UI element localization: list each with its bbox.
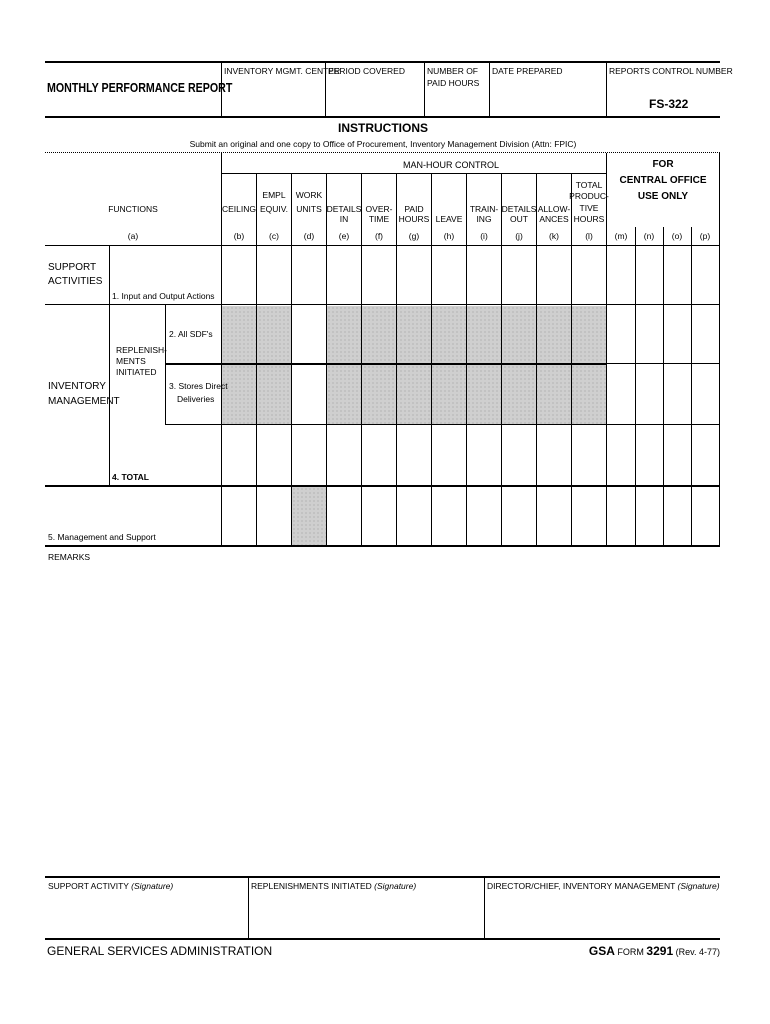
support-activities-label-2: ACTIVITIES xyxy=(48,276,103,287)
allowances-header-1: ALLOW- xyxy=(537,204,571,214)
ceiling-header: CEILING xyxy=(221,204,257,214)
col-letter: (c) xyxy=(269,231,279,241)
col-letter: (o) xyxy=(671,231,683,241)
central-office-header-3: USE ONLY xyxy=(637,191,689,202)
col-letter: (d) xyxy=(303,231,315,241)
control-number: FS-322 xyxy=(649,97,689,111)
replenishments-label: REPLENISHMENTS INITIATED xyxy=(251,881,372,891)
remarks-field[interactable] xyxy=(48,566,720,870)
total-hours-header-2: PRODUC- xyxy=(569,191,609,201)
col-letter: (a) xyxy=(127,231,139,241)
col-letter: (j) xyxy=(515,231,523,241)
leave-header: LEAVE xyxy=(435,214,463,224)
director-signature-field[interactable] xyxy=(487,896,721,936)
work-units-header-2: UNITS xyxy=(296,204,322,214)
support-activities-label-1: SUPPORT xyxy=(48,262,97,273)
paid-hours-header-2: HOURS xyxy=(398,214,430,224)
col-letter: (f) xyxy=(374,231,384,241)
details-out-header-1: DETAILS xyxy=(501,204,537,214)
form-number xyxy=(589,944,720,959)
col-letter: (m) xyxy=(614,231,628,241)
form-number-value: 3291 xyxy=(646,944,674,958)
signature-hint: (Signature) xyxy=(131,881,174,891)
row-5-label: 5. Management and Support xyxy=(48,532,156,542)
col-letter: (l) xyxy=(585,231,593,241)
row-2-label: 2. All SDF's xyxy=(169,329,213,339)
paid-hours-field[interactable] xyxy=(427,92,490,114)
inventory-center-field[interactable] xyxy=(224,80,326,114)
col-letter: (e) xyxy=(338,231,350,241)
gsa-label: GSA xyxy=(588,944,615,958)
col-letter: (g) xyxy=(408,231,420,241)
training-header-2: ING xyxy=(476,214,492,224)
replenishments-label-3: INITIATED xyxy=(116,367,157,377)
revision-label: (Rev. 4-77) xyxy=(675,947,720,957)
inventory-management-label-2: MANAGEMENT xyxy=(48,396,120,407)
paid-hours-label-2: PAID HOURS xyxy=(427,78,480,88)
inventory-management-label-1: INVENTORY xyxy=(48,381,106,392)
inventory-center-label: INVENTORY MGMT. CENTER xyxy=(224,66,341,76)
date-prepared-label: DATE PREPARED xyxy=(492,66,563,76)
form-title: MONTHLY PERFORMANCE REPORT xyxy=(47,80,233,95)
paid-hours-header-1: PAID xyxy=(404,204,424,214)
row-1-label: 1. Input and Output Actions xyxy=(112,291,215,301)
director-label: DIRECTOR/CHIEF, INVENTORY MANAGEMENT xyxy=(487,881,676,891)
shaded-cell xyxy=(222,306,292,363)
overtime-header-1: OVER- xyxy=(365,204,393,214)
paid-hours-label-1: NUMBER OF xyxy=(427,66,478,76)
col-letter: (p) xyxy=(699,231,711,241)
details-in-header-1: DETAILS xyxy=(326,204,362,214)
training-header-1: TRAIN- xyxy=(469,204,499,214)
reports-control-label: REPORTS CONTROL NUMBER xyxy=(609,66,733,76)
shaded-cell xyxy=(222,365,292,424)
agency-name: GENERAL SERVICES ADMINISTRATION xyxy=(47,944,273,958)
row-4-label: 4. TOTAL xyxy=(112,472,149,482)
allowances-header-2: ANCES xyxy=(539,214,569,224)
support-activity-label: SUPPORT ACTIVITY xyxy=(48,881,129,891)
details-in-header-2: IN xyxy=(339,214,349,224)
row-3-label-1: 3. Stores Direct xyxy=(169,381,228,391)
functions-header: FUNCTIONS xyxy=(108,204,158,214)
col-letter: (i) xyxy=(480,231,488,241)
col-letter: (n) xyxy=(643,231,655,241)
remarks-label: REMARKS xyxy=(48,552,91,562)
empl-header-2: EQUIV. xyxy=(259,204,289,214)
replenishments-label-2: MENTS xyxy=(116,356,146,366)
man-hour-control-header: MAN-HOUR CONTROL xyxy=(403,160,499,170)
period-covered-field[interactable] xyxy=(328,80,425,114)
central-office-header-2: CENTRAL OFFICE xyxy=(619,175,707,186)
replenishments-signature-label xyxy=(251,881,416,891)
instructions-title: INSTRUCTIONS xyxy=(338,121,428,135)
col-letter: (b) xyxy=(233,231,245,241)
instructions-text: Submit an original and one copy to Office of Procurement, Inventory Management Division (Attn: FPIC) xyxy=(189,139,577,149)
central-office-header-1: FOR xyxy=(652,159,674,170)
shaded-cell xyxy=(292,487,326,545)
support-activity-signature-label xyxy=(48,881,173,891)
date-prepared-field[interactable] xyxy=(492,80,607,114)
total-hours-header-3: TIVE xyxy=(579,203,599,213)
form-label: FORM xyxy=(617,947,644,957)
signature-hint: (Signature) xyxy=(677,881,720,891)
overtime-header-2: TIME xyxy=(368,214,390,224)
row-3-label-2: Deliveries xyxy=(177,394,215,404)
replenishments-label-1: REPLENISH- xyxy=(116,345,168,355)
work-units-header-1: WORK xyxy=(295,190,323,200)
total-hours-header-4: HOURS xyxy=(573,214,605,224)
replenishments-signature-field[interactable] xyxy=(251,896,485,936)
total-hours-header-1: TOTAL xyxy=(575,180,603,190)
support-activity-signature-field[interactable] xyxy=(48,896,248,936)
details-out-header-2: OUT xyxy=(510,214,528,224)
col-letter: (h) xyxy=(443,231,455,241)
period-covered-label: PERIOD COVERED xyxy=(328,66,405,76)
empl-header-1: EMPL xyxy=(262,190,286,200)
director-signature-label xyxy=(487,881,720,891)
signature-hint: (Signature) xyxy=(374,881,417,891)
col-letter: (k) xyxy=(549,231,559,241)
